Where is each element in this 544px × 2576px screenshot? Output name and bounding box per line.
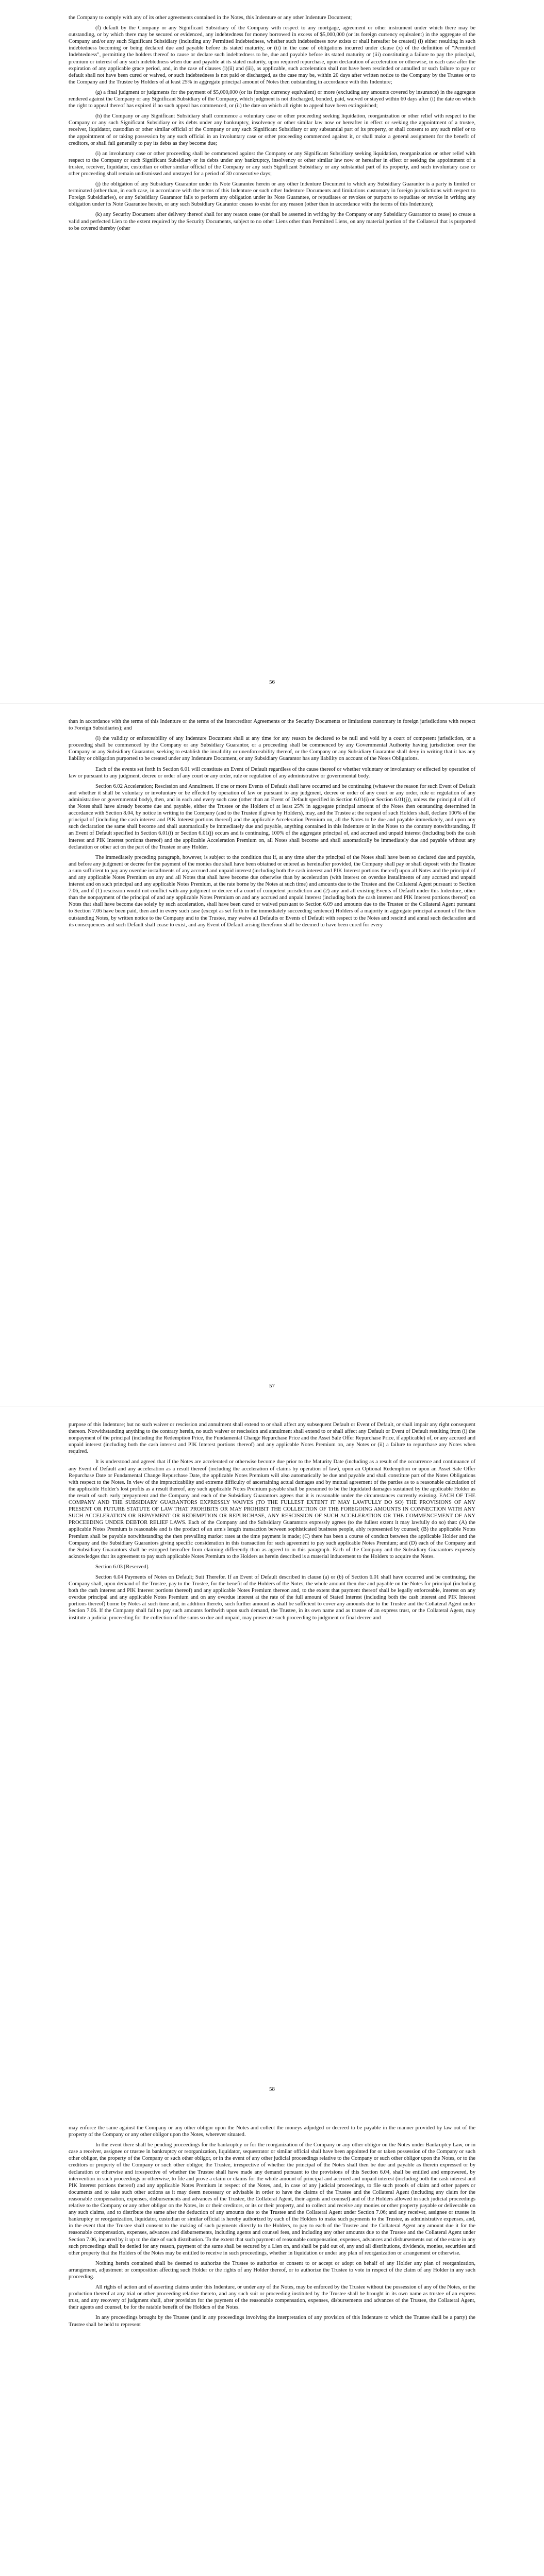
paragraph-clause-f: (f) default by the Company or any Significant Subsidiary of the Company with respect to any mortgage, agreement or other instrument under which there may be outstanding, or by which there may be secured or evidenced, any indebtedness for money borrowed in excess of $5,000,000 (or its foreign currency equivalent) in the aggregate of the Company and/or any such Significant Subsidiary (including any Permitted Indebtedness, whether such indebtedness now exists or shall hereafter be created) (i) either resulting in such indebtedness becoming or being declared due and payable before its stated maturity, or (ii) in the case of obligations incurred under clause (x) of the definition of "Permitted Indebtedness", permitting the holders thereof to cause or declare such indebtedness to be, due and payable before its stated maturity or (iii) constituting a failure to pay the principal, premium or interest of any such indebtedness when due and payable at its stated maturity, upon required repurchase, upon declaration of acceleration or otherwise, in each case after the expiration of any applicable grace period, and, in the case of clauses (i)(ii) and (iii), as applicable, such acceleration shall not have been rescinded or annulled or such failure to pay or default shall not have been cured or waived, or such indebtedness is not paid or discharged, as the case may be, within 20 days after written notice to the Company by the Trustee or to the Company and the Trustee by Holders of at least 25% in aggregate principal amount of Notes then outstanding in accordance with this Indenture; [69,25,475,85]
paragraph-section-6-04: Section 6.04 Payments of Notes on Default; Suit Therefor. If an Event of Default described in clause (a) or (b) of Section 6.01 shall have occurred and be continuing, the Company shall, upon demand of the Trustee, pay to the Trustee, for the benefit of the Holders of the Notes, the whole amount then due and payable on the Notes for principal (including both the cash interest and PIK Interest portions thereof) and any applicable Notes Premium thereon and, to the extent that payment thereof shall be legally enforceable, interest on any overdue principal and any applicable Notes Premium and on any overdue interest at the rate of the full amount of Stated Interest (including both the cash interest and PIK Interest portions thereof) borne by Notes at such time and, in addition thereto, such further amount as shall be sufficient to cover any amounts due to the Trustee and the Collateral Agent under Section 7.06. If the Company shall fail to pay such amounts forthwith upon such demand, the Trustee, in its own name and as trustee of an express trust, or the Collateral Agent, may institute a judicial proceeding for the collection of the sums so due and unpaid, may prosecute such proceeding to judgment or final decree and [69,1574,475,1621]
paragraph-clause-l: (l) the validity or enforceability of any Indenture Document shall at any time for any reason be declared to be null and void by a court of competent jurisdiction, or a proceeding shall be commenced by the Company or any Subsidiary Guarantor, or a proceeding shall be commenced by any Governmental Authority having jurisdiction over the Company or any Subsidiary Guarantor, seeking to establish the invalidity or unenforceability thereof, or the Company or any Subsidiary Guarantor shall deny in writing that it has any liability or obligation purported to be created under any Indenture Document, or any Subsidiary Guarantor has any liability on account of the Notes Obligations. [69,736,475,762]
page-number: 57 [269,1383,275,1389]
paragraph: Each of the events set forth in Section 6.01 will constitute an Event of Default regardless of the cause thereof or whether voluntary or involuntary or effected by operation of law or pursuant to any judgment, decree or order of any court or any order, rule or regulation of any administrative or governmental body. [69,766,475,779]
page-59 [0,2110,544,2576]
paragraph-section-6-03: Section 6.03 [Reserved]. [95,1564,150,1570]
page-number: 56 [269,679,275,685]
paragraph-clause-i: (i) an involuntary case or other proceeding shall be commenced against the Company or any Significant Subsidiary seeking liquidation, reorganization or other relief with respect to the Company or such Significant Subsidiary or its debts under any bankruptcy, insolvency or other similar law now or hereafter in effect or seeking the appointment of a trustee, receiver, liquidator, custodian or other similar official of the Company or any such Significant Subsidiary or any substantial part of its property, and such involuntary case or other proceeding shall remain undismissed and unstayed for a period of 30 consecutive days; [69,150,475,177]
paragraph-clause-j: (j) the obligation of any Subsidiary Guarantor under its Note Guarantee herein or any other Indenture Document to which any Subsidiary Guarantor is a party is limited or terminated (other than, in each case, in accordance with the terms of this Indenture or such other Indenture Documents and limitations customary in foreign jurisdictions with respect to Foreign Subsidiaries), or any Subsidiary Guarantor fails to perform any obligation under its Note Guarantee, or repudiates or revokes or purports to repudiate or revoke in writing any obligation under its Note Guarantee herein, or any such Subsidiary Guarantor ceases to exist for any reason (other than in accordance with the terms of this Indenture); [69,181,475,208]
page-58 [0,1406,544,2110]
paragraph: All rights of action and of asserting claims under this Indenture, or under any of the Notes, may be enforced by the Trustee without the possession of any of the Notes, or the production thereof at any trial or other proceeding relative thereto, and any such suit or proceeding instituted by the Trustee shall be brought in its own name as trustee of an express trust, and any recovery of judgment shall, after provision for the payment of the reasonable compensation, expenses, disbursements and advances of the Trustee, the Collateral Agent, their agents and counsel, be for the ratable benefit of the Holders of the Notes. [69,2284,475,2311]
paragraph: the Company to comply with any of its other agreements contained in the Notes, this Indenture or any other Indenture Document; [69,15,352,21]
paragraph: The immediately preceding paragraph, however, is subject to the condition that if, at any time after the principal of the Notes shall have been so declared due and payable, and before any judgment or decree for the payment of the monies due shall have been obtained or entered as hereinafter provided, the Company shall pay or shall deposit with the Trustee a sum sufficient to pay any overdue installments of any accrued and unpaid interest (including both the cash interest and PIK Interest portions thereof) upon all Notes and the principal of and any applicable Notes Premium on any and all Notes that shall have become due otherwise than by acceleration (with interest on overdue installments of any accrued and unpaid interest and on such principal and any applicable Notes Premium, at the rate borne by the Notes at such time) and amounts due to the Trustee and the Collateral Agent pursuant to Section 7.06, and if (1) rescission would not conflict with any judgment or decree of a court of competent jurisdiction and (2) any and all existing Events of Default under this Indenture, other than the nonpayment of the principal of and any applicable Notes Premium on and any accrued and unpaid interest (including both the cash interest and PIK Interest portions thereof) on Notes that shall have become due solely by such acceleration, shall have been cured or waived pursuant to Section 6.09 and amounts due to the Trustee or the Collateral Agent pursuant to Section 7.06 have been paid, then and in every such case (except as set forth in the immediately succeeding sentence) Holders of a majority in aggregate principal amount of the then outstanding Notes, by written notice to the Company and to the Trustee, may waive all Defaults or Events of Default with respect to the Notes and rescind and annul such declaration and its consequences and such Default shall cease to exist, and any Event of Default arising therefrom shall be deemed to have been cured for every [69,854,475,928]
paragraph-section-6-02: Section 6.02 Acceleration; Rescission and Annulment. If one or more Events of Default shall have occurred and be continuing (whatever the reason for such Event of Default and whether it shall be voluntary or involuntary or be effected by operation of law or pursuant to any judgment, decree or order of any court or any order, rule or regulation of any administrative or governmental body), then, and in each and every such case (other than an Event of Default specified in Section 6.01(i) or Section 6.01(j)), unless the principal of all of the Notes shall have already become due and payable, either the Trustee or the Holders of at least 25% in aggregate principal amount of the Notes then outstanding determined in accordance with Section 8.04, by notice in writing to the Company (and to the Trustee if given by Holders), may, and the Trustee at the request of such Holders shall, declare 100% of the principal of (including the cash interest and PIK Interest portions thereof) and the applicable Acceleration Premium on, all the Notes to be due and payable immediately, and upon any such declaration the same shall become and shall automatically be immediately due and payable, anything contained in this Indenture or in the Notes to the contrary notwithstanding. If an Event of Default specified in Section 6.01(i) or Section 6.01(j) occurs and is continuing, 100% of the aggregate principal of, and accrued and unpaid interest (including both the cash interest and PIK Interest portions thereof) and the applicable Acceleration Premium on, all Notes shall become and shall automatically be immediately due and payable without any declaration or other act on the part of the Trustee or any Holder. [69,783,475,850]
page-56 [0,0,544,703]
page-number: 58 [269,2086,275,2092]
paragraph: than in accordance with the terms of this Indenture or the terms of the Intercreditor Agreements or the Security Documents or limitations customary in foreign jurisdictions with respect to Foreign Subsidiaries); and [69,719,475,732]
paragraph: In the event there shall be pending proceedings for the bankruptcy or for the reorganization of the Company or any other obligor on the Notes under Bankruptcy Law, or in case a receiver, assignee or trustee in bankruptcy or reorganization, liquidator, sequestrator or similar official shall have been appointed for or taken possession of the Company or such other obligor, the property of the Company or such other obligor, or in the event of any other judicial proceedings relative to the Company or such other obligor upon the Notes, or to the creditors or property of the Company or such other obligor, the Trustee, irrespective of whether the principal of the Notes shall then be due and payable as therein expressed or by declaration or otherwise and irrespective of whether the Trustee shall have made any demand pursuant to the provisions of this Section 6.04, shall be entitled and empowered, by intervention in such proceedings or otherwise, to file and prove a claim or claims for the whole amount of principal and accrued and unpaid interest (including both the cash interest and PIK Interest portions thereof) and any applicable Notes Premium in respect of the Notes, and, in case of any judicial proceedings, to file such proofs of claim and other papers or documents and to take such other actions as it may deem necessary or advisable in order to have the claims of the Trustee and the Collateral Agent (including any claim for the reasonable compensation, expenses, disbursements and advances of the Trustee, the Collateral Agent, their agents and counsel) and of the Holders allowed in such judicial proceedings relative to the Company or any other obligor on the Notes, its or their creditors, or its or their property, and to collect and receive any monies or other property payable or deliverable on any such claims, and to distribute the same after the deduction of any amounts due to the Trustee and the Collateral Agent under Section 7.06; and any receiver, assignee or trustee in bankruptcy or reorganization, liquidator, custodian or similar official is hereby authorized by each of the Holders to make such payments to the Trustee, as administrative expenses, and, in the event that the Trustee shall consent to the making of such payments directly to the Holders, to pay to each of the Trustee and the Collateral Agent any amount due it for the reasonable compensation, expenses, advances and disbursements, including agents and counsel fees, and including any other amounts due to the Trustee and the Collateral Agent under Section 7.06, incurred by it up to the date of such distribution. To the extent that such payment of reasonable compensation, expenses, advances and disbursements out of the estate in any such proceedings shall be denied for any reason, payment of the same shall be secured by a Lien on, and shall be paid out of, any and all distributions, dividends, monies, securities and other property that the Holders of the Notes may be entitled to receive in such proceedings, whether in liquidation or under any plan of reorganization or arrangement or otherwise. [69,2142,475,2256]
paragraph: may enforce the same against the Company or any other obligor upon the Notes and collect the moneys adjudged or decreed to be payable in the manner provided by law out of the property of the Company or any other obligor upon the Notes, wherever situated. [69,2125,475,2138]
paragraph-clause-h: (h) the Company or any Significant Subsidiary shall commence a voluntary case or other proceeding seeking liquidation, reorganization or other relief with respect to the Company or any such Significant Subsidiary or its debts under any bankruptcy, insolvency or other similar law now or hereafter in effect or seeking the appointment of a trustee, receiver, liquidator, custodian or other similar official of the Company or any such Significant Subsidiary or any substantial part of its property, or shall consent to any such relief or to the appointment of or taking possession by any such official in an involuntary case or other proceeding commenced against it, or shall make a general assignment for the benefit of creditors, or shall fail generally to pay its debts as they become due; [69,113,475,146]
page-57 [0,703,544,1406]
paragraph: Nothing herein contained shall be deemed to authorize the Trustee to authorize or consent to or accept or adopt on behalf of any Holder any plan of reorganization, arrangement, adjustment or composition affecting such Holder or the rights of any Holder thereof, or to authorize the Trustee to vote in respect of the claim of any Holder in any such proceeding. [69,2260,475,2280]
paragraph: purpose of this Indenture; but no such waiver or rescission and annulment shall extend to or shall affect any subsequent Default or Event of Default, or shall impair any right consequent thereon. Notwithstanding anything to the contrary herein, no such waiver or rescission and annulment shall extend to or shall affect any Default or Event of Default resulting from (i) the nonpayment of the principal (including the Redemption Price, the Fundamental Change Repurchase Price and the Asset Sale Offer Repurchase Price, if applicable) of, or any accrued and unpaid interest (including both the cash interest and PIK Interest portions thereof) and any applicable Notes Premium on, any Notes or (ii) a failure to repurchase any Notes when required. [69,1422,475,1455]
paragraph: In any proceedings brought by the Trustee (and in any proceedings involving the interpretation of any provision of this Indenture to which the Trustee shall be a party) the Trustee shall be held to represent [69,2315,475,2328]
paragraph-clause-k: (k) any Security Document after delivery thereof shall for any reason cease (or shall be asserted in writing by the Company or any Subsidiary Guarantor to cease) to create a valid and perfected Lien to the extent required by the Security Documents, subject to no other Liens other than Permitted Liens, on any material portion of the Collateral that is purported to be covered thereby (other [69,212,475,231]
paragraph: It is understood and agreed that if the Notes are accelerated or otherwise become due prior to the Maturity Date (including as a result of the occurrence and continuance of any Event of Default and any acceleration as a result thereof (including the acceleration of claims by operation of law), upon an Optional Redemption or upon an Asset Sale Offer Repurchase Date or Fundamental Change Repurchase Date, the applicable Notes Premium will also automatically be due and payable and shall constitute part of the Notes Obligations with respect to the Notes. In view of the impracticability and extreme difficulty of ascertaining actual damages and by mutual agreement of the parties as to a reasonable calculation of the applicable Holder's lost profits as a result thereof, any such applicable Notes Premium payable shall be presumed to be the liquidated damages sustained by the applicable Holder as the result of such early prepayment and the Company and each of the Subsidiary Guarantors agrees that it is reasonable under the circumstances currently existing. EACH OF THE COMPANY AND THE SUBSIDIARY GUARANTORS EXPRESSLY WAIVES (TO THE FULLEST EXTENT IT MAY LAWFULLY DO SO) THE PROVISIONS OF ANY PRESENT OR FUTURE STATUTE OF LAW THAT PROHIBITS OR MAY PROHIBIT THE COLLECTION OF THE FOREGOING AMOUNTS IN CONNECTION WITH ANY SUCH ACCELERATION OR REPAYMENT OR REDEMPTION OR REPURCHASE, ANY RESCISSION OF SUCH ACCELERATION OR THE COMMENCEMENT OF ANY PROCEEDING UNDER DEBTOR RELIEF LAWS. Each of the Company and the Subsidiary Guarantors expressly agrees (to the fullest extent it may lawfully do so) that: (A) the applicable Notes Premium is reasonable and is the product of an arm's length transaction between sophisticated business people, ably represented by counsel; (B) the applicable Notes Premium shall be payable notwithstanding the then prevailing market rates at the time payment is made; (C) there has been a course of conduct between the applicable Holder and the Company and the Subsidiary Guarantors giving specific consideration in this transaction for such agreement to pay such applicable Notes Premium; and (D) each of the Company and the Subsidiary Guarantors shall be estopped hereafter from claiming differently than as agreed to in this paragraph. Each of the Company and the Subsidiary Guarantors expressly acknowledges that its agreement to pay such applicable Notes Premium to the Holders as herein described is a material inducement to the Holders to acquire the Notes. [69,1459,475,1560]
paragraph-clause-g: (g) a final judgment or judgments for the payment of $5,000,000 (or its foreign currency equivalent) or more (excluding any amounts covered by insurance) in the aggregate rendered against the Company or any Significant Subsidiary of the Company, which judgment is not discharged, bonded, paid, waived or stayed within 60 days after (i) the date on which the right to appeal thereof has expired if no such appeal has commenced, or (ii) the date on which all rights to appeal have been extinguished; [69,89,475,109]
